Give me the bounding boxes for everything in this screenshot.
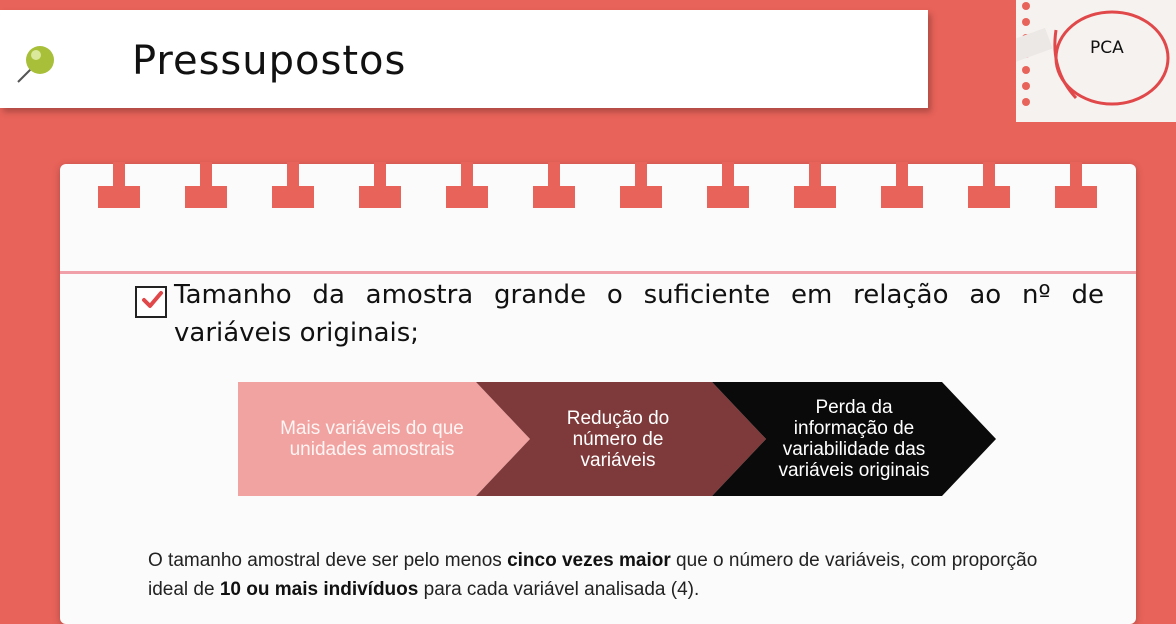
flow-step-2-label: Redução do número de variáveis [566,407,670,471]
binder-tab [968,186,1010,208]
checkmark-icon [139,286,165,312]
binder-tab [98,186,140,208]
pca-badge: PCA [1090,38,1124,58]
body-text-bold: cinco vezes maior [507,550,671,571]
binder-tab [272,186,314,208]
pushpin-icon [14,42,58,86]
title-card [0,10,928,108]
binder-tab [881,186,923,208]
body-text-part: O tamanho amostral deve ser pelo menos [148,550,508,571]
body-text-bold: 10 ou mais indivíduos [219,579,419,600]
binder-tab [533,186,575,208]
flow-step-3-label: Perda da informação de variabilidade das variáveis originais [778,397,930,481]
binder-tab [359,186,401,208]
checkbox [135,286,167,318]
body-text-part: para cada variável analisada (4). [418,579,700,600]
checklist-item-text: Tamanho da amostra grande o suficiente em relação ao nº de variáveis originais; [174,280,1104,348]
margin-line [60,271,1136,274]
pca-note [1016,0,1176,122]
binder-tab [620,186,662,208]
body-text-part: que o número de variáveis, com proporção ideal de [148,550,1038,600]
body-paragraph [148,546,1068,604]
spiral-binding-icon [1016,0,1176,122]
flow-step-1-label: Mais variáveis do que unidades amostrais [280,418,464,460]
binder-tab [1055,186,1097,208]
binder-tab [446,186,488,208]
binder-tab [707,186,749,208]
binder-tab [185,186,227,208]
binder-tab [794,186,836,208]
page-title: Pressupostos [132,38,407,84]
